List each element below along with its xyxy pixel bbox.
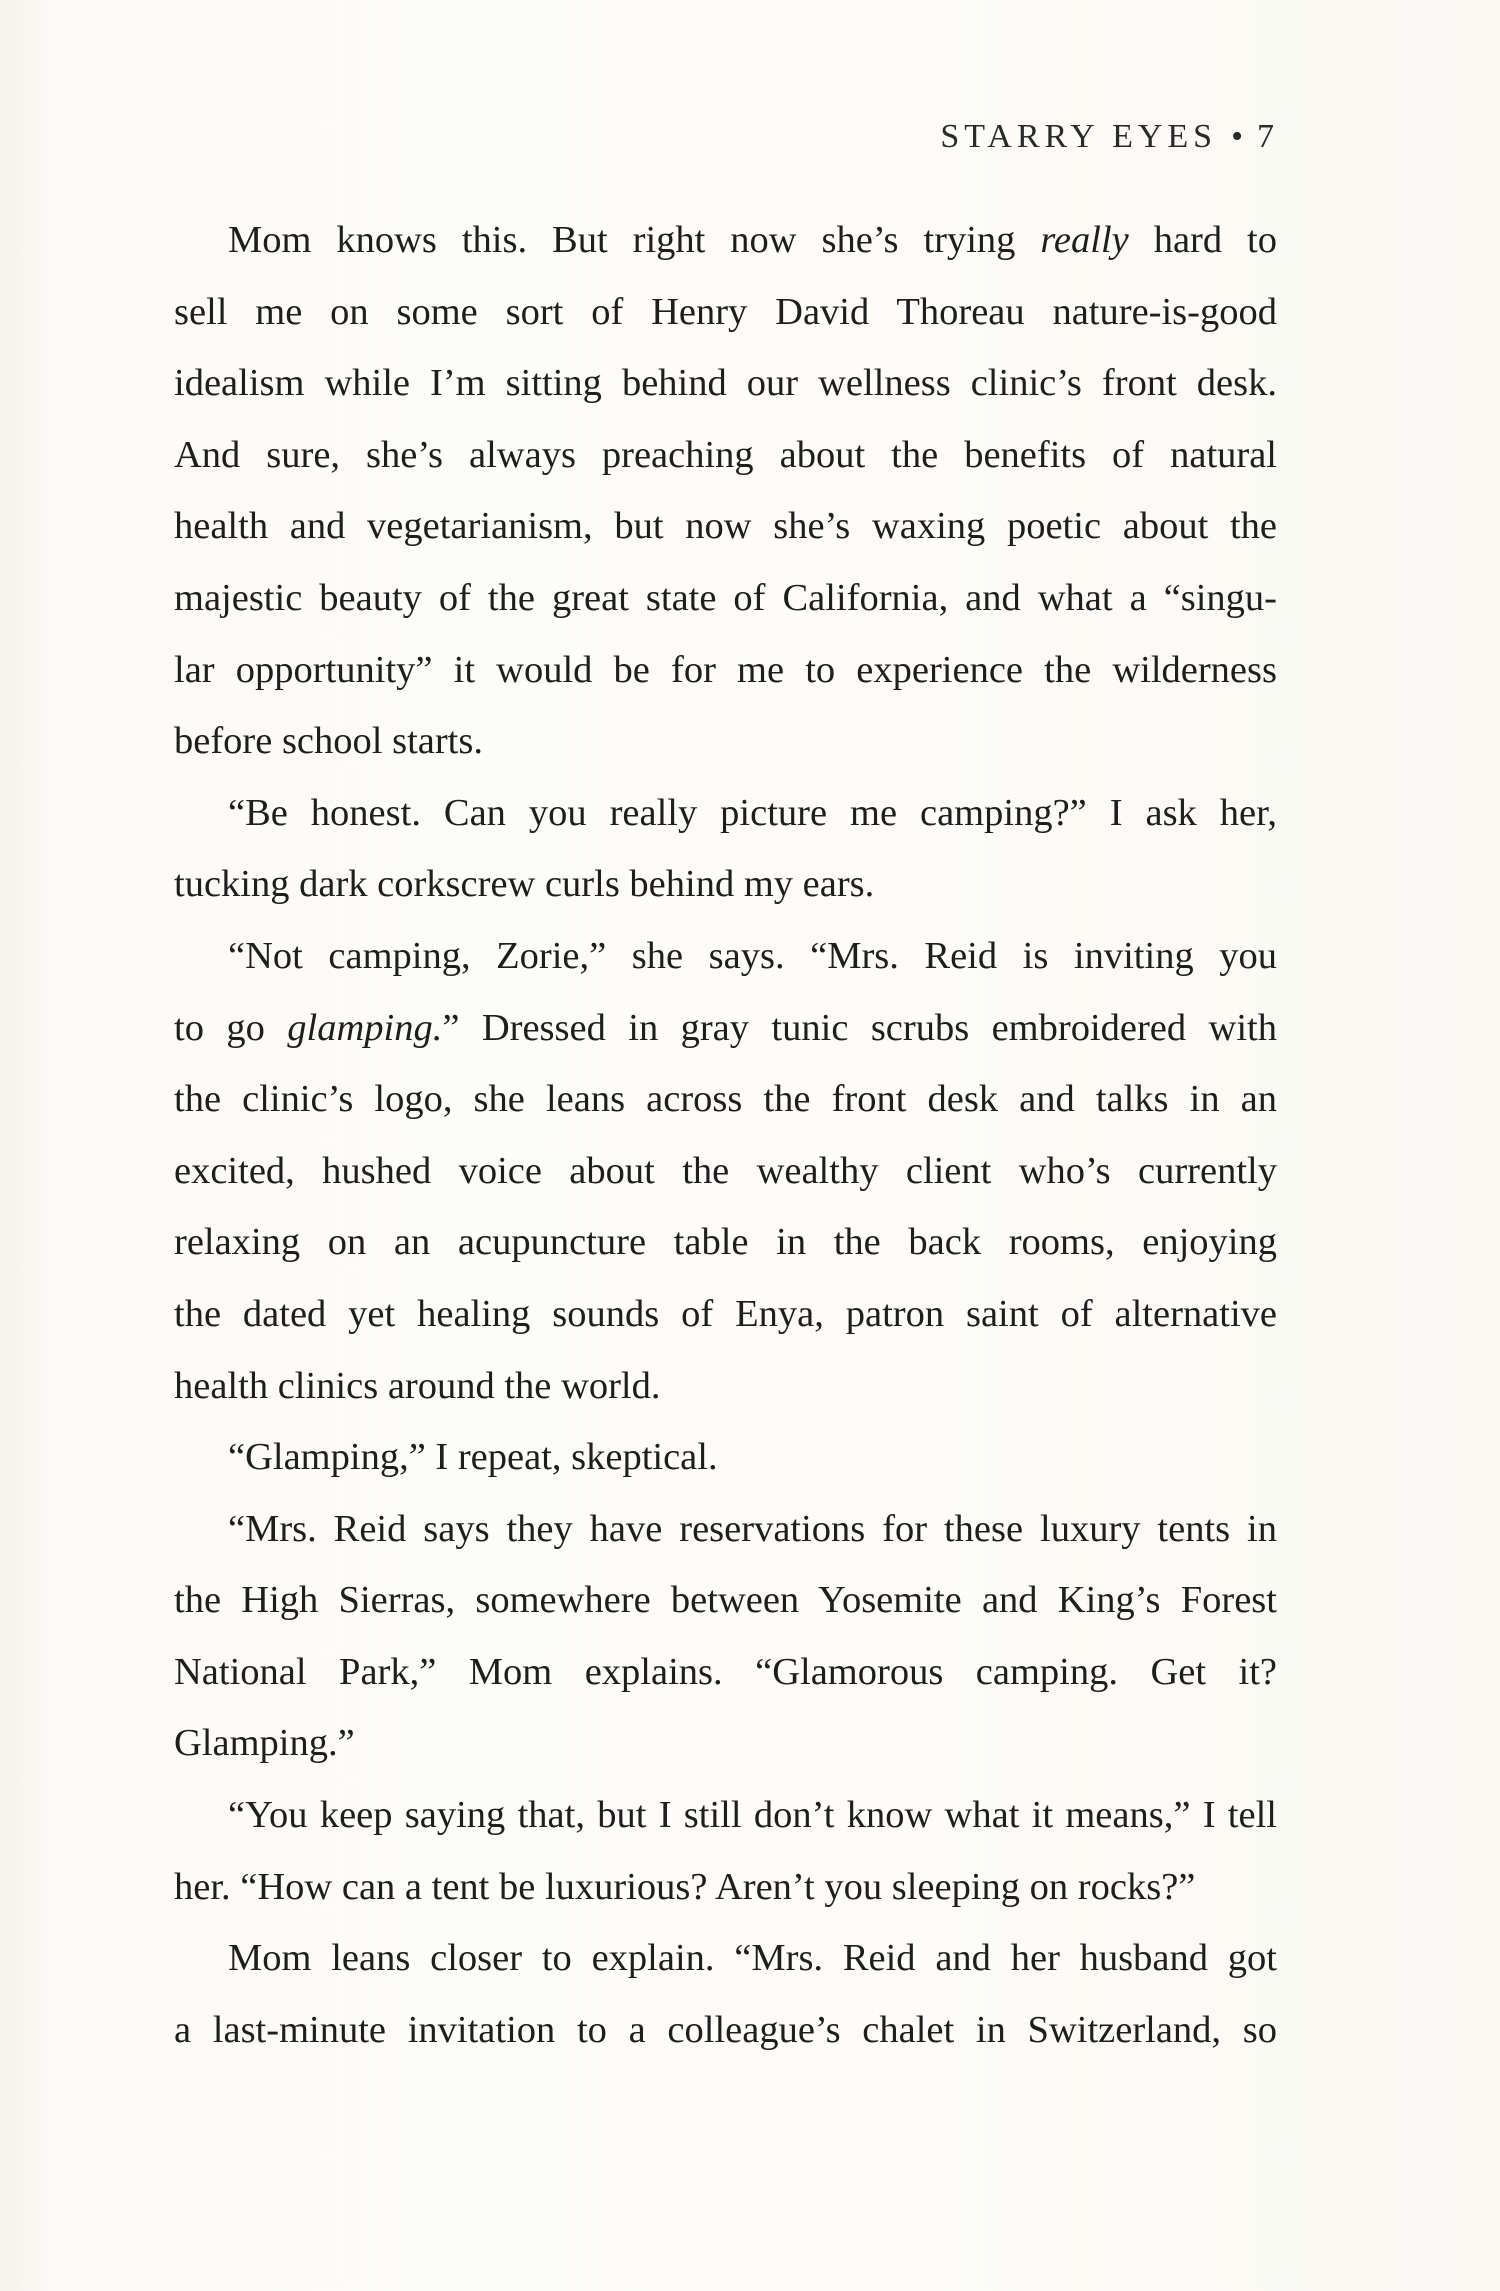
text-segment: health clinics around the world.	[174, 1364, 661, 1407]
text-line	[174, 778, 1277, 850]
running-head-separator: •	[1231, 118, 1243, 155]
text-line	[174, 1923, 1277, 1995]
text-segment: her. “How can a tent be luxurious? Aren’t you sleeping on rocks?”	[174, 1865, 1196, 1908]
emphasis-text: really	[1040, 219, 1129, 261]
text-segment: majestic beauty of the great state of California, and what a “singu-	[174, 576, 1277, 619]
paragraph	[174, 1923, 1277, 2066]
text-segment: lar opportunity” it would be for me to experience the wilderness	[174, 648, 1277, 691]
paragraph	[174, 778, 1277, 921]
text-line	[174, 1279, 1277, 1351]
text-segment: ” Dressed in gray tunic scrubs embroidered with	[442, 1006, 1277, 1049]
text-segment: “You keep saying that, but I still don’t know what it means,” I tell	[228, 1794, 1277, 1837]
text-line	[174, 1995, 1277, 2067]
text-line	[174, 993, 1277, 1065]
page-number: 7	[1257, 118, 1274, 155]
text-line	[174, 1494, 1277, 1566]
text-line	[174, 277, 1277, 349]
running-head-title: STARRY EYES	[940, 118, 1218, 155]
text-segment: And sure, she’s always preaching about the benefits of natural	[174, 433, 1277, 476]
paragraph	[174, 1422, 1277, 1494]
text-segment: “Glamping,” I repeat, skeptical.	[228, 1436, 718, 1479]
text-line	[174, 420, 1277, 492]
text-segment: to go	[174, 1006, 288, 1049]
body-text	[174, 205, 1277, 2066]
text-segment: National Park,” Mom explains. “Glamorous camping. Get it?	[174, 1650, 1277, 1693]
text-line	[174, 1637, 1277, 1709]
text-line	[174, 1351, 1277, 1423]
paragraph	[174, 205, 1277, 778]
text-line	[174, 1852, 1277, 1924]
text-line	[174, 1064, 1277, 1136]
text-segment: Mom knows this. But right now she’s trying	[228, 219, 1041, 261]
text-segment: the clinic’s logo, she leans across the front desk and talks in an	[174, 1078, 1277, 1121]
emphasis-text: glamping.	[287, 1006, 443, 1049]
text-line	[174, 1422, 1277, 1494]
text-segment: “Be honest. Can you really picture me camping?” I ask her,	[228, 791, 1277, 834]
text-segment: Mom leans closer to explain. “Mrs. Reid and her husband got	[228, 1937, 1277, 1980]
text-segment: “Mrs. Reid says they have reservations for these luxury tents in	[228, 1507, 1277, 1550]
text-segment: a last-minute invitation to a colleague’s chalet in Switzerland, so	[174, 2008, 1277, 2051]
paragraph	[174, 1494, 1277, 1780]
text-segment: the dated yet healing sounds of Enya, patron saint of alternative	[174, 1292, 1277, 1335]
text-segment: the High Sierras, somewhere between Yosemite and King’s Forest	[174, 1579, 1277, 1622]
text-line	[174, 1207, 1277, 1279]
text-segment: hard to	[1128, 219, 1277, 261]
running-head	[940, 118, 1274, 156]
text-line	[174, 849, 1277, 921]
text-line	[174, 205, 1277, 277]
text-segment: relaxing on an acupuncture table in the back rooms, enjoying	[174, 1221, 1277, 1264]
text-segment: “Not camping, Zorie,” she says. “Mrs. Reid is inviting you	[228, 934, 1277, 977]
text-segment: before school starts.	[174, 720, 483, 763]
text-line	[174, 1708, 1277, 1780]
paragraph	[174, 921, 1277, 1422]
text-line	[174, 1136, 1277, 1208]
text-line	[174, 1780, 1277, 1852]
text-line	[174, 348, 1277, 420]
text-line	[174, 491, 1277, 563]
text-line	[174, 921, 1277, 993]
text-line	[174, 635, 1277, 707]
text-line	[174, 563, 1277, 635]
text-segment: tucking dark corkscrew curls behind my ears.	[174, 863, 875, 906]
text-line	[174, 1565, 1277, 1637]
text-segment: sell me on some sort of Henry David Thoreau nature-is-good	[174, 290, 1277, 333]
text-line	[174, 706, 1277, 778]
text-segment: excited, hushed voice about the wealthy client who’s currently	[174, 1149, 1277, 1192]
paragraph	[174, 1780, 1277, 1923]
text-segment: health and vegetarianism, but now she’s waxing poetic about the	[174, 505, 1277, 548]
text-segment: Glamping.”	[174, 1722, 355, 1765]
text-segment: idealism while I’m sitting behind our wellness clinic’s front desk.	[174, 362, 1277, 405]
